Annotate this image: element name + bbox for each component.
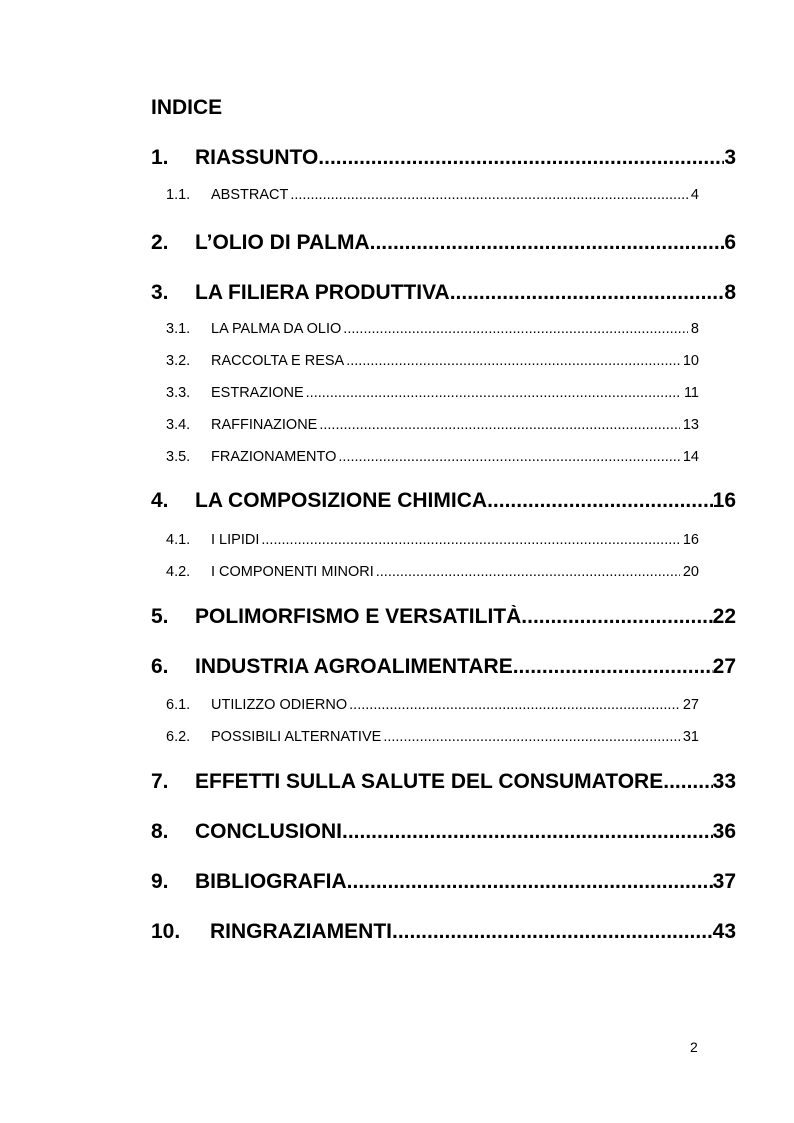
toc-entry-effetti-salute[interactable]	[151, 770, 736, 800]
toc-page: 11	[683, 385, 699, 401]
toc-label: L’OLIO DI PALMA	[195, 231, 370, 254]
toc-leader	[341, 321, 688, 337]
toc-page: 31	[682, 729, 699, 745]
toc-number: 1.	[151, 146, 169, 169]
toc-number: 6.1.	[166, 697, 191, 713]
toc-label: CONCLUSIONI	[195, 820, 342, 843]
toc-entry-abstract[interactable]	[166, 187, 699, 209]
toc-label: LA PALMA DA OLIO	[211, 321, 342, 337]
toc-label: RINGRAZIAMENTI	[210, 920, 392, 943]
toc-number: 4.	[151, 489, 169, 512]
toc-entry-componenti-minori[interactable]	[166, 564, 699, 586]
toc-label: I COMPONENTI MINORI	[211, 564, 374, 580]
toc-page: 16	[682, 532, 699, 548]
toc-entry-raccolta-e-resa[interactable]	[166, 353, 699, 375]
toc-number: 10.	[151, 920, 181, 943]
toc-leader	[374, 564, 680, 580]
toc-entry-polimorfismo[interactable]	[151, 605, 736, 635]
page-number: 2	[690, 1039, 698, 1055]
toc-number: 2.	[151, 231, 169, 254]
toc-page: 16	[712, 489, 736, 512]
toc-page: 13	[682, 417, 699, 433]
toc-label: LA COMPOSIZIONE CHIMICA	[195, 489, 488, 512]
toc-number: 3.5.	[166, 449, 191, 465]
toc-number: 6.2.	[166, 729, 191, 745]
toc-page: 14	[682, 449, 699, 465]
toc-label: RAFFINAZIONE	[211, 417, 318, 433]
toc-leader	[259, 532, 680, 548]
toc-leader	[513, 655, 713, 679]
toc-page: 10	[682, 353, 699, 369]
toc-entry-filiera-produttiva[interactable]	[151, 281, 736, 311]
toc-leader	[347, 870, 713, 894]
toc-label: RACCOLTA E RESA	[211, 353, 345, 369]
toc-label: INDUSTRIA AGROALIMENTARE	[195, 655, 513, 678]
toc-entry-possibili-alternative[interactable]	[166, 729, 699, 751]
toc-leader	[344, 353, 680, 369]
toc-entry-industria-agroalimentare[interactable]	[151, 655, 736, 685]
toc-page: 36	[712, 820, 736, 843]
toc-number: 3.1.	[166, 321, 191, 337]
toc-page: 43	[712, 920, 736, 943]
toc-leader	[392, 920, 713, 944]
toc-label: RIASSUNTO	[195, 146, 319, 169]
toc-entry-palma-da-olio[interactable]	[166, 321, 699, 343]
toc-entry-utilizzo-odierno[interactable]	[166, 697, 699, 719]
toc-page: 4	[690, 187, 699, 203]
toc-entry-estrazione[interactable]	[166, 385, 699, 407]
toc-number: 3.3.	[166, 385, 191, 401]
toc-page: 27	[712, 655, 736, 678]
toc-number: 7.	[151, 770, 169, 793]
toc-leader	[336, 449, 679, 465]
toc-entry-raffinazione[interactable]	[166, 417, 699, 439]
toc-number: 3.2.	[166, 353, 191, 369]
toc-label: BIBLIOGRAFIA	[195, 870, 347, 893]
toc-leader	[450, 281, 725, 305]
toc-label: FRAZIONAMENTO	[211, 449, 337, 465]
toc-label: LA FILIERA PRODUTTIVA	[195, 281, 450, 304]
toc-number: 4.2.	[166, 564, 191, 580]
toc-leader	[304, 385, 681, 401]
toc-entry-frazionamento[interactable]	[166, 449, 699, 471]
toc-number: 4.1.	[166, 532, 191, 548]
toc-leader	[663, 770, 712, 794]
toc-leader	[370, 231, 725, 255]
toc-leader	[288, 187, 688, 203]
toc-page: 27	[682, 697, 699, 713]
toc-entry-bibliografia[interactable]	[151, 870, 736, 900]
toc-page: 20	[682, 564, 699, 580]
toc-page: 8	[724, 281, 736, 304]
toc-leader	[521, 605, 712, 629]
toc-number: 8.	[151, 820, 169, 843]
toc-leader	[487, 489, 713, 513]
toc-label: I LIPIDI	[211, 532, 260, 548]
toc-number: 6.	[151, 655, 169, 678]
toc-label: POSSIBILI ALTERNATIVE	[211, 729, 382, 745]
toc-entry-olio-di-palma[interactable]	[151, 231, 736, 261]
toc-entry-conclusioni[interactable]	[151, 820, 736, 850]
toc-label: ESTRAZIONE	[211, 385, 304, 401]
toc-number: 5.	[151, 605, 169, 628]
toc-label: POLIMORFISMO E VERSATILITÀ	[195, 605, 522, 628]
toc-label: EFFETTI SULLA SALUTE DEL CONSUMATORE	[195, 770, 664, 793]
toc-number: 9.	[151, 870, 169, 893]
toc-leader	[318, 146, 724, 170]
toc-number: 3.	[151, 281, 169, 304]
toc-page: 8	[690, 321, 699, 337]
toc-page: 6	[724, 231, 736, 254]
toc-page: 22	[712, 605, 736, 628]
toc-label: UTILIZZO ODIERNO	[211, 697, 348, 713]
toc-entry-ringraziamenti[interactable]	[151, 920, 736, 950]
toc-number: 1.1.	[166, 187, 191, 203]
toc-leader	[317, 417, 680, 433]
toc-label: ABSTRACT	[211, 187, 289, 203]
toc-leader	[381, 729, 680, 745]
toc-number: 3.4.	[166, 417, 191, 433]
page-title: INDICE	[151, 96, 223, 119]
toc-entry-riassunto[interactable]	[151, 146, 736, 176]
toc-leader	[347, 697, 680, 713]
toc-page: 33	[712, 770, 736, 793]
toc-page: 3	[724, 146, 736, 169]
toc-page: 37	[712, 870, 736, 893]
toc-entry-composizione-chimica[interactable]	[151, 489, 736, 519]
toc-entry-lipidi[interactable]	[166, 532, 699, 554]
toc-leader	[342, 820, 713, 844]
